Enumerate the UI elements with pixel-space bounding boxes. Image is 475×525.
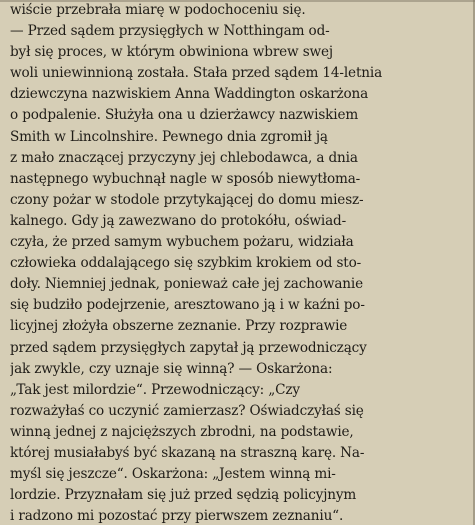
text-line: doły. Niemniej jednak, ponieważ całe jej zachowanie bbox=[10, 276, 363, 293]
text-line: której musiałabyś być skazaną na straszną karę. Na- bbox=[10, 444, 365, 461]
text-line: się budziło podejrzenie, aresztowano ją i w kaźni po- bbox=[10, 297, 365, 314]
text-line: kalnego. Gdy ją zawezwano do protokółu, oświad- bbox=[10, 212, 347, 229]
text-line: wiście przebrała miarę w podochoceniu się. bbox=[10, 2, 306, 18]
text-line: dziewczyna nazwiskiem Anna Waddington oskarżona bbox=[10, 86, 369, 103]
text-line: następnego wybuchnął nagle w sposób niewytłoma- bbox=[10, 170, 361, 187]
article-text-column bbox=[10, 0, 466, 525]
text-line: i radzono mi pozostać przy pierwszem zeznaniu“. bbox=[10, 508, 344, 525]
text-line: Smith w Lincolnshire. Pewnego dnia zgromił ją bbox=[10, 128, 328, 145]
text-line: czony pożar w stodole przytykającej do domu miesz- bbox=[10, 191, 364, 208]
text-line: czyła, że przed samym wybuchem pożaru, widziała bbox=[10, 234, 354, 251]
text-line: rozważyłaś co uczynić zamierzasz? Oświadczyłaś się bbox=[10, 402, 364, 419]
text-line: licyjnej złożyła obszerne zeznanie. Przy rozprawie bbox=[10, 318, 348, 335]
text-line: człowieka oddalającego się szybkim krokiem od sto- bbox=[10, 255, 362, 272]
text-line: był się proces, w którym obwiniona wbrew swej bbox=[10, 44, 333, 61]
text-line: jak zwykle, czy uznaje się winną? — Oskarżona: bbox=[10, 360, 333, 377]
text-line: winną jednej z najcięższych zbrodni, na podstawie, bbox=[10, 423, 354, 440]
text-line: z mało znaczącej przyczyny jej chlebodawca, a dnia bbox=[10, 149, 358, 166]
text-line: lordzie. Przyznałam się już przed sędzią policyjnym bbox=[10, 487, 357, 504]
text-line: woli uniewinnioną została. Stała przed sądem 14-letnia bbox=[10, 65, 383, 82]
text-line: o podpalenie. Służyła ona u dzierżawcy nazwiskiem bbox=[10, 107, 359, 124]
text-line: — Przed sądem przysięgłych w Notthingam od- bbox=[10, 23, 330, 40]
text-line: „Tak jest milordzie“. Przewodniczący: „Czy bbox=[10, 381, 300, 398]
text-line: przed sądem przysięgłych zapytał ją przewodniczący bbox=[10, 339, 367, 356]
text-line: myśl się jeszcze“. Oskarżona: „Jestem winną mi- bbox=[10, 466, 336, 483]
